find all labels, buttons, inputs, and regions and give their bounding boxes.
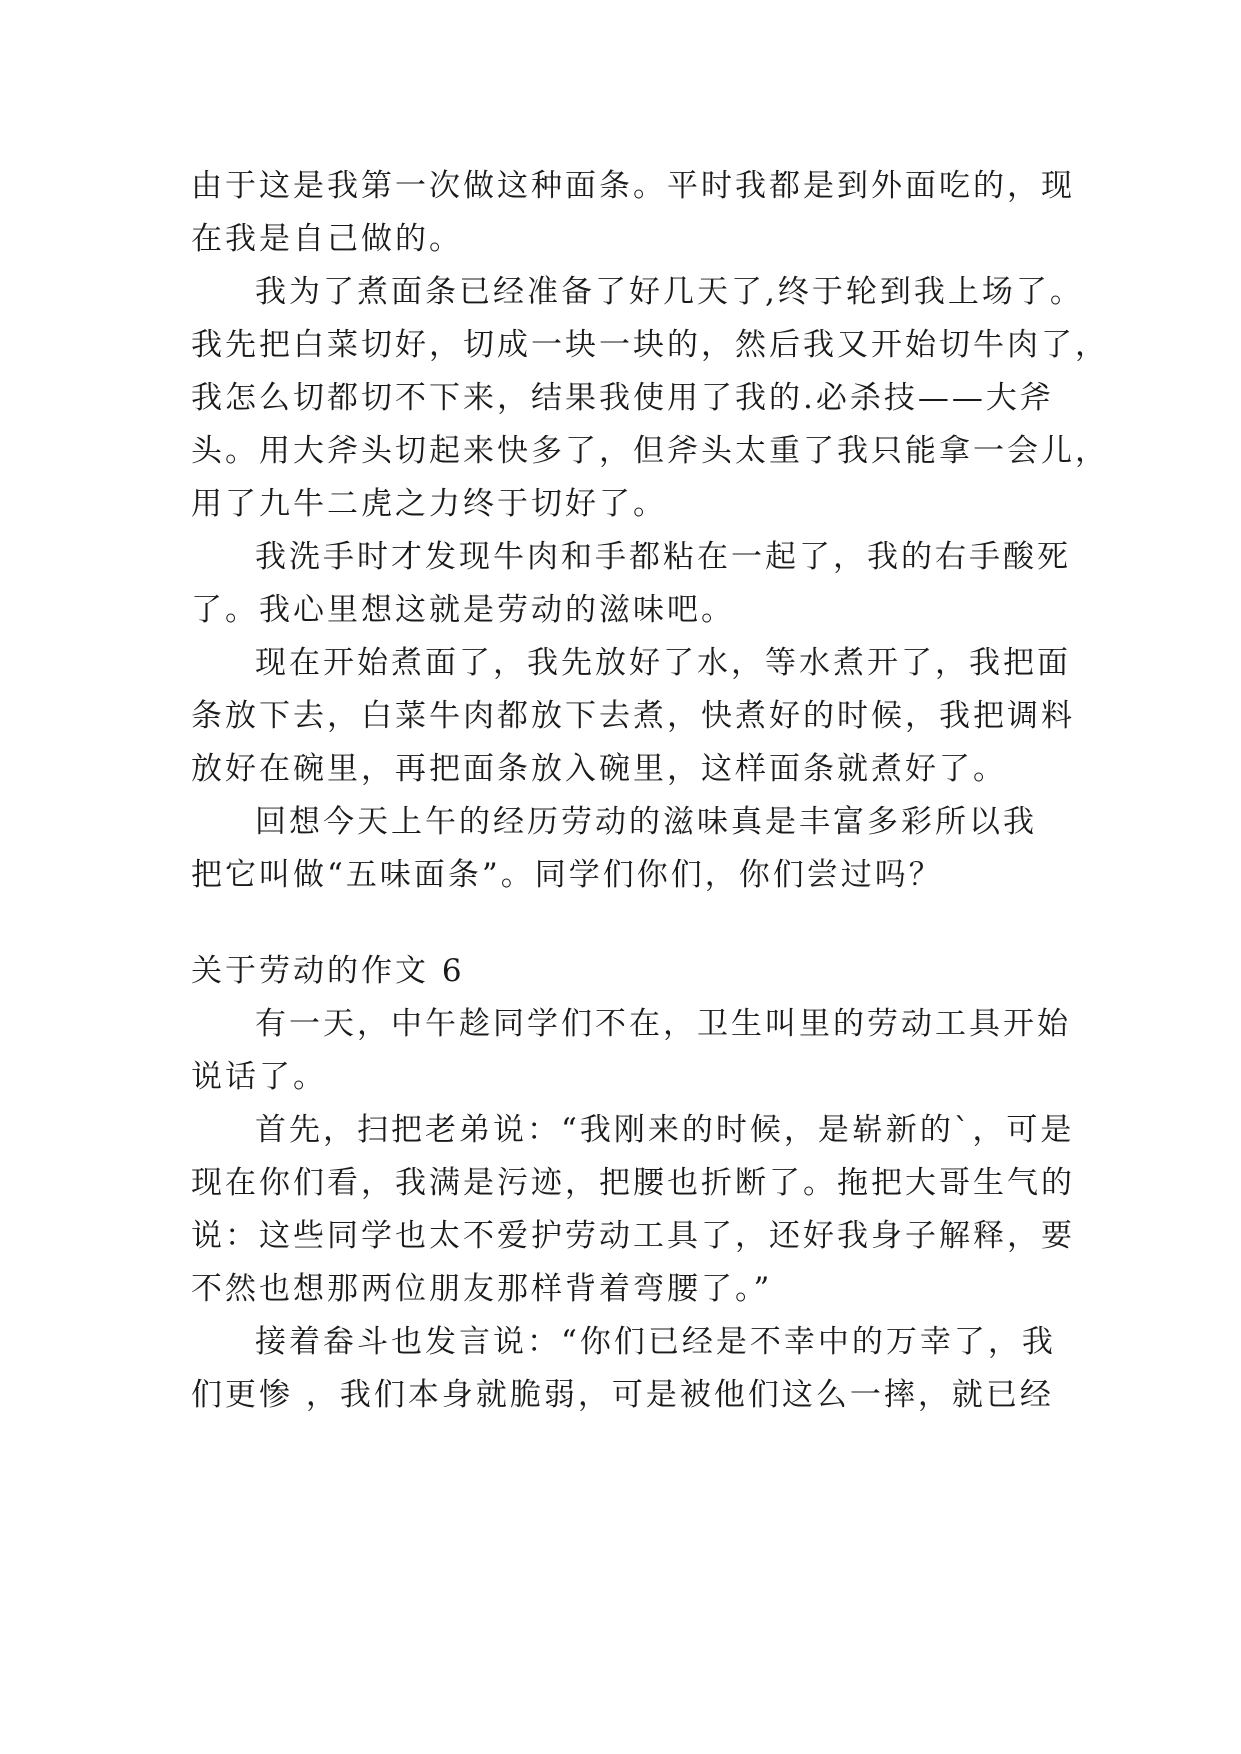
- text-line: 回想今天上午的经历劳动的滋味真是丰富多彩所以我: [255, 804, 1037, 840]
- text-line: 现在开始煮面了，我先放好了水，等水煮开了，我把面: [255, 645, 1071, 681]
- section-heading: 关于劳动的作文 6: [191, 953, 465, 989]
- text-line: 在我是自己做的。: [191, 221, 463, 257]
- text-line: 们更惨 ，我们本身就脆弱，可是被他们这么一摔，就已经: [191, 1377, 1054, 1413]
- text-line: 条放下去，白菜牛肉都放下去煮，快煮好的时候，我把调料: [191, 698, 1075, 734]
- text-line: 用了九牛二虎之力终于切好了。: [191, 486, 667, 522]
- text-line: 有一天，中午趁同学们不在，卫生叫里的劳动工具开始: [255, 1006, 1071, 1042]
- essay-text: [191, 160, 1109, 1422]
- text-line: 现在你们看，我满是污迹，把腰也折断了。拖把大哥生气的: [191, 1165, 1075, 1201]
- text-line: 放好在碗里，再把面条放入碗里，这样面条就煮好了。: [191, 751, 1007, 787]
- text-line: 把它叫做“五味面条”。同学们你们，你们尝过吗？: [191, 857, 943, 893]
- text-line: 接着畚斗也发言说：“你们已经是不幸中的万幸了，我: [255, 1324, 1056, 1360]
- text-line: 了。我心里想这就是劳动的滋味吧。: [191, 592, 735, 628]
- text-line: 头。用大斧头切起来快多了，但斧头太重了我只能拿一会儿，: [191, 433, 1109, 469]
- text-line: 说话了。: [191, 1059, 327, 1095]
- text-line: 说：这些同学也太不爱护劳动工具了，还好我身子解释，要: [191, 1218, 1075, 1254]
- text-line: 我怎么切都切不下来，结果我使用了我的.必杀技——大斧: [191, 380, 1054, 416]
- text-line: 我洗手时才发现牛肉和手都粘在一起了，我的右手酸死: [255, 539, 1071, 575]
- text-line: 我先把白菜切好，切成一块一块的，然后我又开始切牛肉了，: [191, 327, 1109, 363]
- text-line: 由于这是我第一次做这种面条。平时我都是到外面吃的，现: [191, 168, 1075, 204]
- text-line: 不然也想那两位朋友那样背着弯腰了。”: [191, 1271, 773, 1307]
- section-gap: [191, 902, 1051, 945]
- text-line: 我为了煮面条已经准备了好几天了,终于轮到我上场了。: [255, 274, 1084, 310]
- text-line: 首先，扫把老弟说：“我刚来的时候，是崭新的`，可是: [255, 1112, 1075, 1148]
